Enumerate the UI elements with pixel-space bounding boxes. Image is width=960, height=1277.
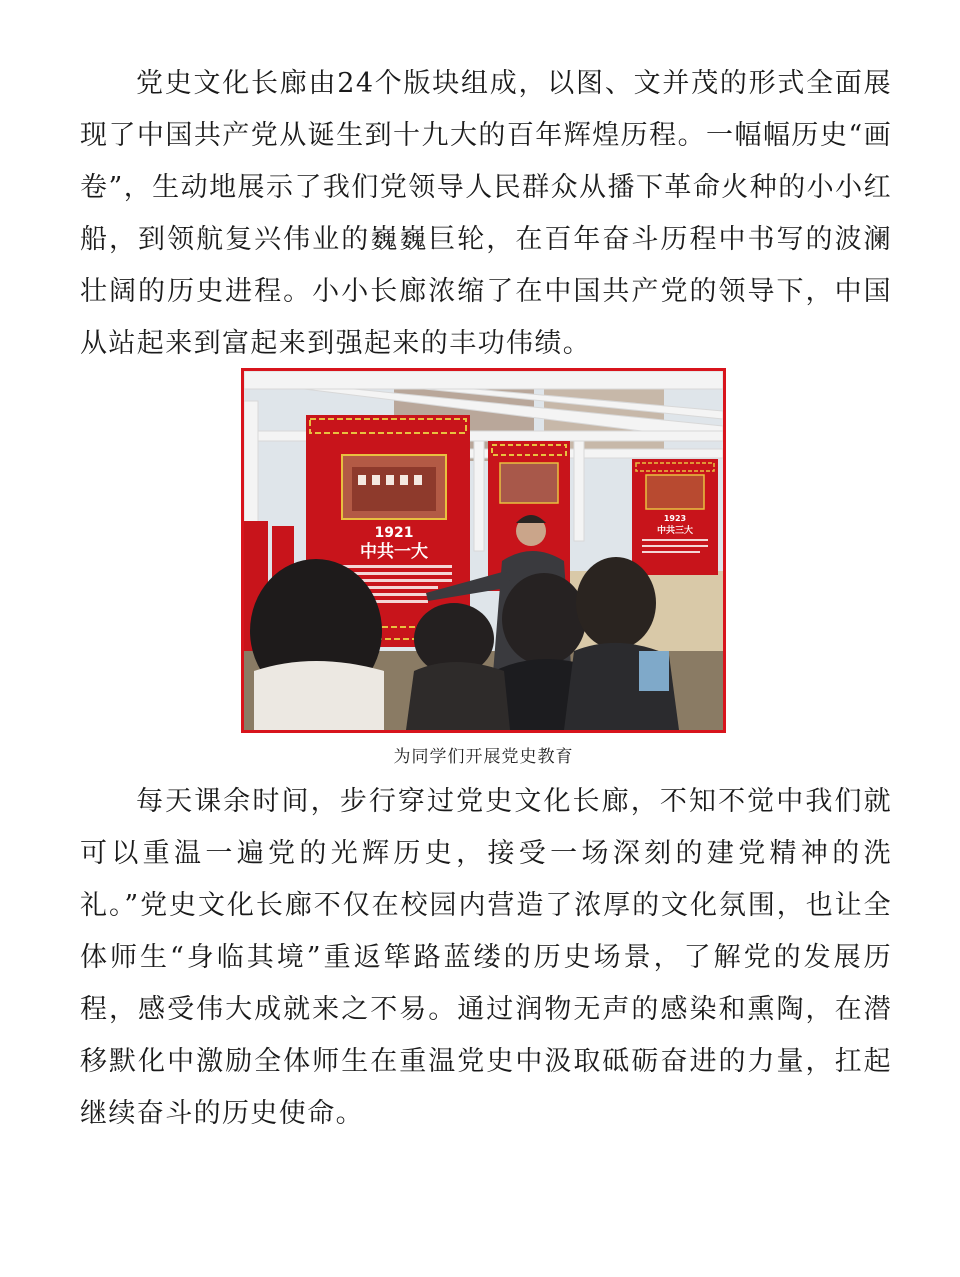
board-year-label: 1921 xyxy=(374,525,414,541)
board-title-label: 中共一大 xyxy=(360,542,428,562)
paragraph-reflection: 每天课余时间，步行穿过党史文化长廊，不知不觉中我们就可以重温一遍党的光辉历史，接受一场深刻的建党精神的洗礼。”党史文化长廊不仅在校园内营造了浓厚的文化氛围，也让全体师生“身临其境”重返筚路蓝缕的历史场景，了解党的发展历程，感受伟大成就来之不易。通过润物无声的感染和熏陶，在潜移默化中激励全体师生在重温党史中汲取砥砺奋进的力量，扛起继续奋斗的历史使命。 xyxy=(80,786,892,1129)
board-right-year-label: 1923 xyxy=(663,514,687,523)
display-board-1923 xyxy=(632,459,718,575)
paragraph-intro: 党史文化长廊由24个版块组成，以图、文并茂的形式全面展现了中国共产党从诞生到十九大的百年辉煌历程。一幅幅历史“画卷”，生动地展示了我们党领导人民群众从播下革命火种的小小红船，到领航复兴伟业的巍巍巨轮，在百年奋斗历程中书写的波澜壮阔的历史进程。小小长廊浓缩了在中国共产党的领导下，中国从站起来到富起来到强起来的丰功伟绩。 xyxy=(80,68,892,359)
board-right-title-label: 中共三大 xyxy=(656,526,694,536)
photo-caption: 为同学们开展党史教育 xyxy=(393,747,574,767)
photo-party-history-corridor xyxy=(241,368,726,733)
